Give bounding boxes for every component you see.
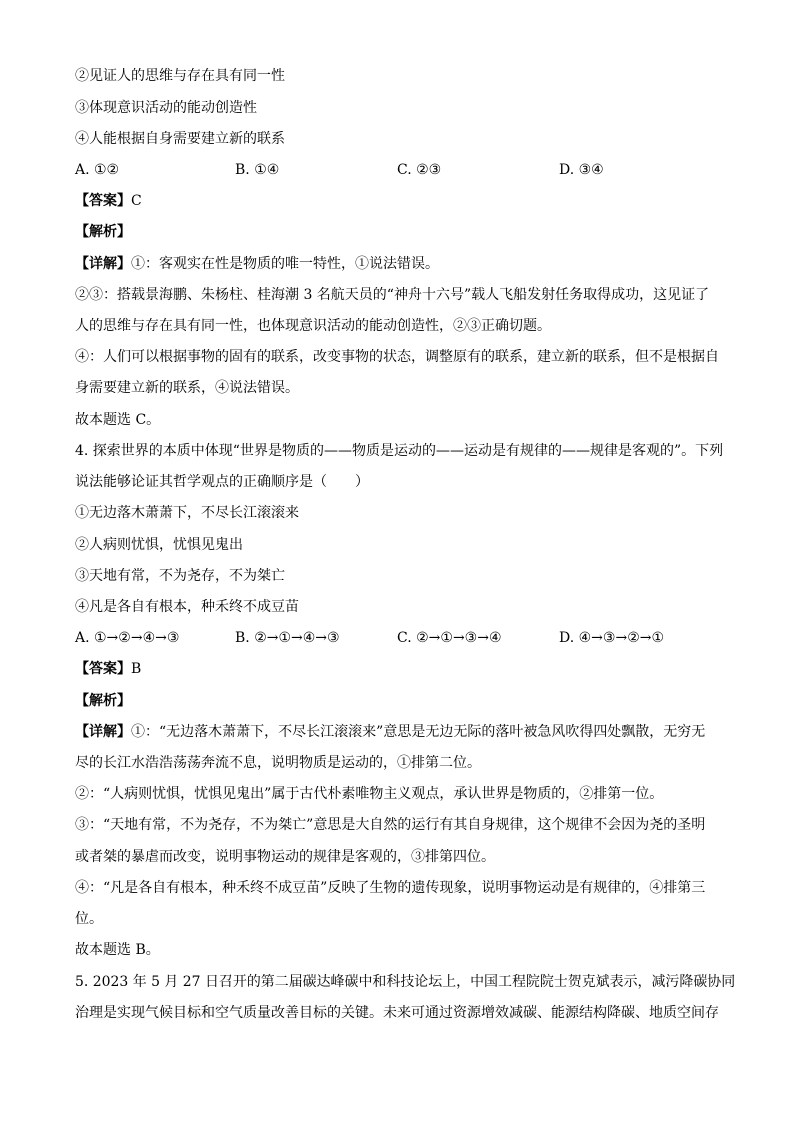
q3-item-3: ③体现意识活动的能动创造性 (75, 100, 257, 116)
q3-option-d: D. ③④ (559, 162, 604, 178)
q3-conclusion: 故本题选 C。 (75, 412, 161, 428)
q3-option-b: B. ①④ (235, 162, 280, 178)
q3-detail-3: 人的思维与存在具有同一性，也体现意识活动的能动创造性，②③正确切题。 (75, 318, 551, 334)
q5-stem-1: 5. 2023 年 5 月 27 日召开的第二届碳达峰碳中和科技论坛上，中国工程院院士贺克斌表示，减污降碳协同 (75, 974, 736, 990)
q4-detail-5: 或者桀的暴虐而改变，说明事物运动的规律是客观的，③排第四位。 (75, 849, 495, 865)
q4-item-4: ④凡是各自有根本，种禾终不成豆苗 (75, 599, 299, 615)
q4-detail-2: 尽的长江水浩浩荡荡奔流不息，说明物质是运动的，①排第二位。 (75, 755, 481, 771)
q4-conclusion: 故本题选 B。 (75, 942, 160, 958)
q3-detail-4: ④：人们可以根据事物的固有的联系，改变事物的状态，调整原有的联系，建立新的联系，但不是根据自 (75, 349, 719, 365)
q4-option-c: C. ②→①→③→④ (397, 630, 502, 646)
q4-detail-4: ③：“天地有常，不为尧存，不为桀亡”意思是大自然的运行有其自身规律，这个规律不会因为尧的圣明 (75, 817, 706, 833)
q4-option-a: A. ①→②→④→③ (75, 630, 180, 646)
q3-option-a: A. ①② (75, 162, 120, 178)
q3-item-2: ②见证人的思维与存在具有同一性 (75, 68, 285, 84)
q4-detail-7: 位。 (75, 911, 103, 927)
q4-detail-3: ②：“人病则忧惧，忧惧见鬼出”属于古代朴素唯物主义观点，承认世界是物质的，②排第一位。 (75, 786, 664, 802)
q4-detail-1: 【详解】①：“无边落木萧萧下，不尽长江滚滚来”意思是无边无际的落叶被急风吹得四处飘散，无穷无 (75, 724, 706, 740)
detail-tag: 【详解】 (75, 724, 131, 740)
q4-option-d: D. ④→③→②→① (559, 630, 665, 646)
q3-item-4: ④人能根据自身需要建立新的联系 (75, 131, 285, 147)
q4-analysis-tag: 【解析】 (75, 693, 131, 709)
answer-tag: 【答案】 (75, 661, 131, 677)
answer-value: B (131, 661, 142, 677)
answer-tag: 【答案】 (75, 193, 131, 209)
q3-detail-5: 身需要建立新的联系，④说法错误。 (75, 380, 299, 396)
q4-item-1: ①无边落木萧萧下，不尽长江滚滚来 (75, 505, 299, 521)
q3-analysis-tag: 【解析】 (75, 224, 131, 240)
q3-detail-2: ②③：搭载景海鹏、朱杨柱、桂海潮 3 名航天员的“神舟十六号”载人飞船发射任务取得成功，这见证了 (75, 287, 710, 303)
q4-item-2: ②人病则忧惧，忧惧见鬼出 (75, 537, 243, 553)
answer-value: C (131, 193, 142, 209)
q4-option-b: B. ②→①→④→③ (235, 630, 340, 646)
q5-stem-2: 治理是实现气候目标和空气质量改善目标的关键。未来可通过资源增效减碳、能源结构降碳、地质空间存 (75, 1005, 719, 1021)
q3-answer (75, 191, 735, 211)
q4-stem-1: 4. 探索世界的本质中体现“世界是物质的——物质是运动的——运动是有规律的——规律是客观的”。下列 (75, 443, 724, 459)
detail-tag: 【详解】 (75, 256, 131, 272)
q3-option-c: C. ②③ (397, 162, 442, 178)
q4-detail-6: ④：“凡是各自有根本，种禾终不成豆苗”反映了生物的遗传现象，说明事物运动是有规律的，④排第三 (75, 880, 706, 896)
q3-detail-1: 【详解】①：客观实在性是物质的唯一特性，①说法错误。 (75, 256, 439, 272)
q4-item-3: ③天地有常，不为尧存，不为桀亡 (75, 568, 285, 584)
q4-answer (75, 659, 735, 679)
q4-stem-2: 说法能够论证其哲学观点的正确顺序是（ ） (75, 474, 369, 490)
